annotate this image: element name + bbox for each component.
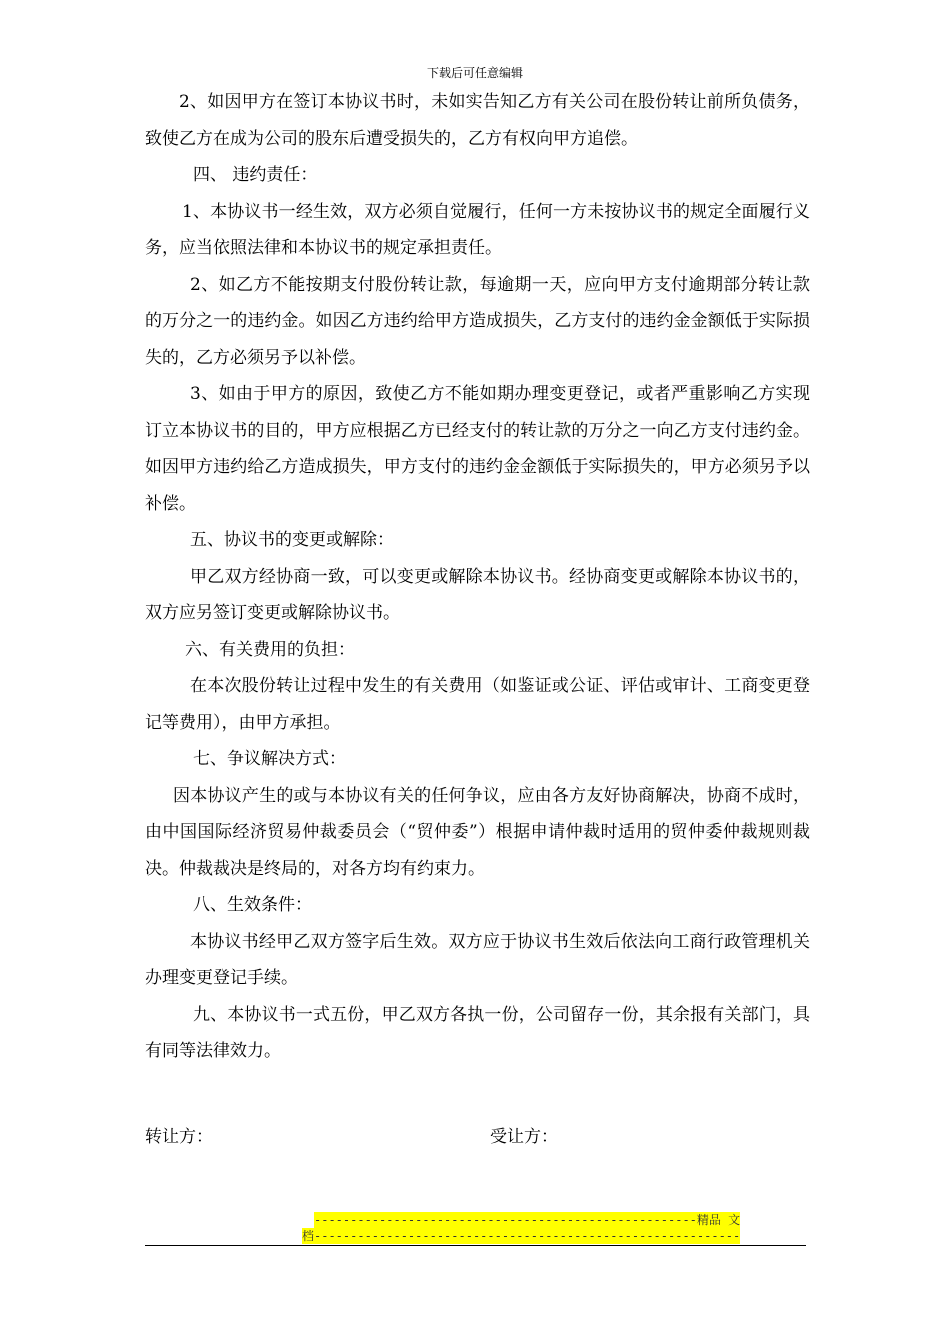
header-note: 下载后可任意编辑 [426, 66, 523, 80]
section-heading: 八、生效条件： [193, 895, 312, 915]
transferee-signature-label: 受让方： [490, 1127, 558, 1147]
clause-paragraph: 九、本协议书一式五份，甲乙双方各执一份，公司留存一份，其余报有关部门，具有同等法律效力。 [145, 1004, 810, 1061]
clause-paragraph: 2、如乙方不能按期支付股份转让款，每逾期一天，应向甲方支付逾期部分转让款的万分之一的违约金。如因乙方违约给甲方造成损失，乙方支付的违约金金额低于实际损失的，乙方必须另予以补偿。 [145, 274, 810, 368]
footer-rule [145, 1245, 806, 1246]
clause-paragraph: 本协议书经甲乙双方签字后生效。双方应于协议书生效后依法向工商行政管理机关办理变更登记手续。 [145, 931, 810, 988]
section-heading: 五、协议书的变更或解除： [190, 530, 394, 550]
document-body [145, 84, 810, 1070]
clause-paragraph: 2、如因甲方在签订本协议书时，未如实告知乙方有关公司在股份转让前所负债务，致使乙方在成为公司的股东后遭受损失的，乙方有权向甲方追偿。 [145, 92, 810, 149]
clause-paragraph: 甲乙双方经协商一致，可以变更或解除本协议书。经协商变更或解除本协议书的，双方应另签订变更或解除协议书。 [145, 566, 810, 623]
clause-paragraph: 在本次股份转让过程中发生的有关费用（如鉴证或公证、评估或审计、工商变更登记等费用），由甲方承担。 [145, 676, 810, 733]
transferor-signature-label: 转让方： [145, 1127, 213, 1147]
clause-paragraph: 1、本协议书一经生效，双方必须自觉履行，任何一方未按协议书的规定全面履行义务，应当依照法律和本协议书的规定承担责任。 [145, 201, 810, 258]
clause-paragraph: 因本协议产生的或与本协议有关的任何争议，应由各方友好协商解决，协商不成时，由中国国际经济贸易仲裁委员会（“贸仲委”）根据申请仲裁时适用的贸仲委仲裁规则裁决。仲裁裁决是终局的，对各方均有约束力。 [145, 785, 810, 879]
footer-watermark-text-2: 档----------------------------------------------------------- [302, 1229, 741, 1243]
clause-paragraph: 3、如由于甲方的原因，致使乙方不能如期办理变更登记，或者严重影响乙方实现订立本协议书的目的，甲方应根据乙方已经支付的转让款的万分之一向乙方支付违约金。如因甲方违约给乙方造成损失，甲方支付的违约金金额低于实际损失的，甲方必须另予以补偿。 [145, 384, 810, 514]
footer-watermark-text-1: -----------------------------------------------------精品 文 [314, 1213, 741, 1227]
section-heading: 六、有关费用的负担： [185, 639, 355, 660]
section-heading: 七、争议解决方式： [193, 749, 346, 769]
section-heading: 四、 违约责任： [193, 165, 318, 185]
